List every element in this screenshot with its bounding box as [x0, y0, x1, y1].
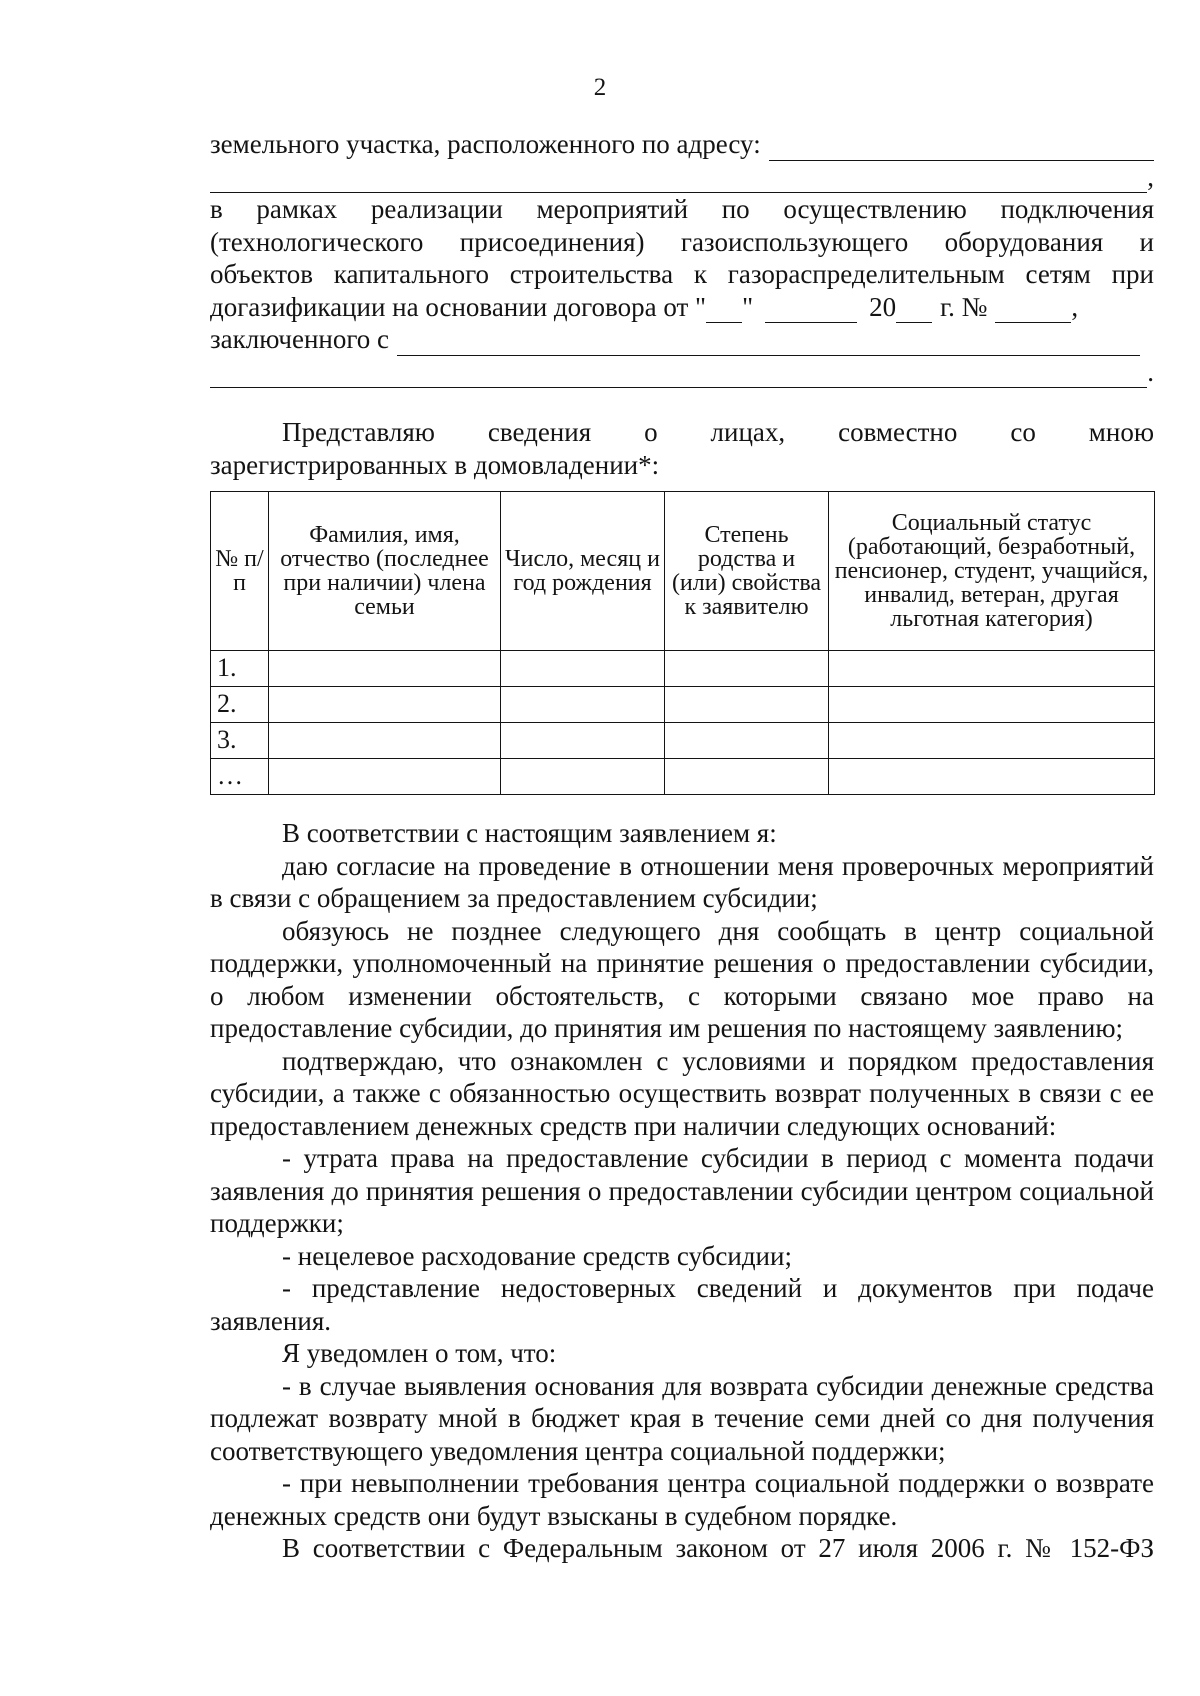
birth-date-cell[interactable]: [501, 723, 665, 759]
presenting-line-2: зарегистрированных в домовладении*:: [210, 449, 660, 480]
concluded-blank-2: [210, 363, 1147, 388]
contract-day-blank: [706, 300, 742, 323]
relationship-cell[interactable]: [665, 687, 829, 723]
intro-line-1: в рамках реализации мероприятий по осуществлению подключения: [210, 194, 1154, 224]
presenting-line-1: Представляю сведения о лицах, совместно со мною: [282, 417, 1154, 447]
consent-paragraph: даю согласие на проведение в отношении меня проверочных мероприятий в связи с обращением за предоставлением субсидии;: [210, 850, 1154, 913]
header-social-status: Социальный статус (работающий, безработный, пенсионер, студент, учащийся, инвалид, ветеран, другая льготная категория): [829, 492, 1155, 651]
concluded-line: [210, 323, 1154, 356]
notice-item-1: - в случае выявления основания для возврата субсидии денежные средства подлежат возврату мной в бюджет края в течение семи дней со дня получения соответствующего уведомления центра социальной поддержки;: [210, 1370, 1154, 1466]
birth-date-cell[interactable]: [501, 759, 665, 795]
contract-quote: ": [742, 291, 754, 322]
ground-item-3: - представление недостоверных сведений и документов при подаче заявления.: [210, 1273, 1154, 1336]
address-label: земельного участка, расположенного по адресу:: [210, 129, 761, 159]
row-number: 3.: [211, 723, 269, 759]
table-row: [211, 687, 1155, 723]
contract-line: [210, 291, 1154, 324]
notified-paragraph: Я уведомлен о том, что:: [282, 1338, 557, 1368]
social-status-cell[interactable]: [829, 723, 1155, 759]
obligation-paragraph: обязуюсь не позднее следующего дня сообщать в центр социальной поддержки, уполномоченный на принятие решения о предоставлении субсидии, о любом изменении обстоятельств, с которыми связано мое право на предоставление субсидии, до принятия им решения по настоящему заявлению;: [210, 915, 1154, 1043]
address-blank: [769, 136, 1154, 161]
contract-label: догазификации на основании договора от ": [210, 291, 707, 322]
address-comma: ,: [1147, 161, 1154, 192]
relationship-cell[interactable]: [665, 759, 829, 795]
confirm-paragraph: подтверждаю, что ознакомлен с условиями и порядком предоставления субсидии, а также с обязанностью осуществить возврат полученных в связи с ее предоставлением денежных средств при наличии следующих оснований:: [210, 1045, 1154, 1141]
notice-item-2: - при невыполнении требования центра социальной поддержки о возврате денежных средств они будут взысканы в судебном порядке.: [210, 1468, 1154, 1531]
header-birth-date: Число, месяц и год рождения: [501, 492, 665, 651]
concluded-blank: [397, 331, 1140, 356]
contract-comma: ,: [1071, 291, 1079, 322]
contract-number-label: г. №: [940, 291, 988, 322]
address-line-2: [210, 161, 1154, 194]
contract-number-blank: [995, 300, 1071, 323]
birth-date-cell[interactable]: [501, 651, 665, 687]
relationship-cell[interactable]: [665, 723, 829, 759]
name-cell[interactable]: [269, 651, 501, 687]
name-cell[interactable]: [269, 759, 501, 795]
header-relationship: Степень родства и (или) свойства к заявителю: [665, 492, 829, 651]
table-header-row: [211, 492, 1155, 651]
address-line: [210, 128, 1154, 161]
header-full-name: Фамилия, имя, отчество (последнее при наличии) члена семьи: [269, 492, 501, 651]
social-status-cell[interactable]: [829, 651, 1155, 687]
social-status-cell[interactable]: [829, 759, 1155, 795]
intro-line-3: объектов капитального строительства к газораспределительным сетям при: [210, 259, 1154, 289]
concluded-line-2: [210, 356, 1154, 389]
header-number: № п/п: [211, 492, 269, 651]
row-number: …: [211, 759, 269, 795]
birth-date-cell[interactable]: [501, 687, 665, 723]
relationship-cell[interactable]: [665, 651, 829, 687]
contract-year-prefix: 20: [869, 291, 897, 322]
ground-item-1: - утрата права на предоставление субсидии в период с момента подачи заявления до принятия решения о предоставлении субсидии центром социальной поддержки;: [210, 1143, 1154, 1238]
row-number: 1.: [211, 651, 269, 687]
accordance-paragraph: В соответствии с настоящим заявлением я:: [282, 818, 777, 848]
table-row: [211, 651, 1155, 687]
federal-law-paragraph: В соответствии с Федеральным законом от 27 июля 2006 г. № 152-ФЗ: [282, 1533, 1154, 1563]
table-row: [211, 723, 1155, 759]
intro-line-2: (технологического присоединения) газоиспользующего оборудования и: [210, 226, 1154, 257]
table-row: [211, 759, 1155, 795]
contract-month-blank: [765, 300, 857, 323]
social-status-cell[interactable]: [829, 687, 1155, 723]
name-cell[interactable]: [269, 687, 501, 723]
ground-item-2: - нецелевое расходование средств субсидии;: [282, 1240, 792, 1271]
contract-year-blank: [896, 300, 932, 323]
concluded-label: заключенного с: [210, 324, 389, 354]
document-body: [210, 128, 1154, 1565]
name-cell[interactable]: [269, 723, 501, 759]
family-members-table: [210, 491, 1155, 795]
page-number: 2: [593, 74, 607, 101]
concluded-period: .: [1147, 356, 1154, 387]
row-number: 2.: [211, 687, 269, 723]
address-blank-2: [210, 168, 1147, 193]
